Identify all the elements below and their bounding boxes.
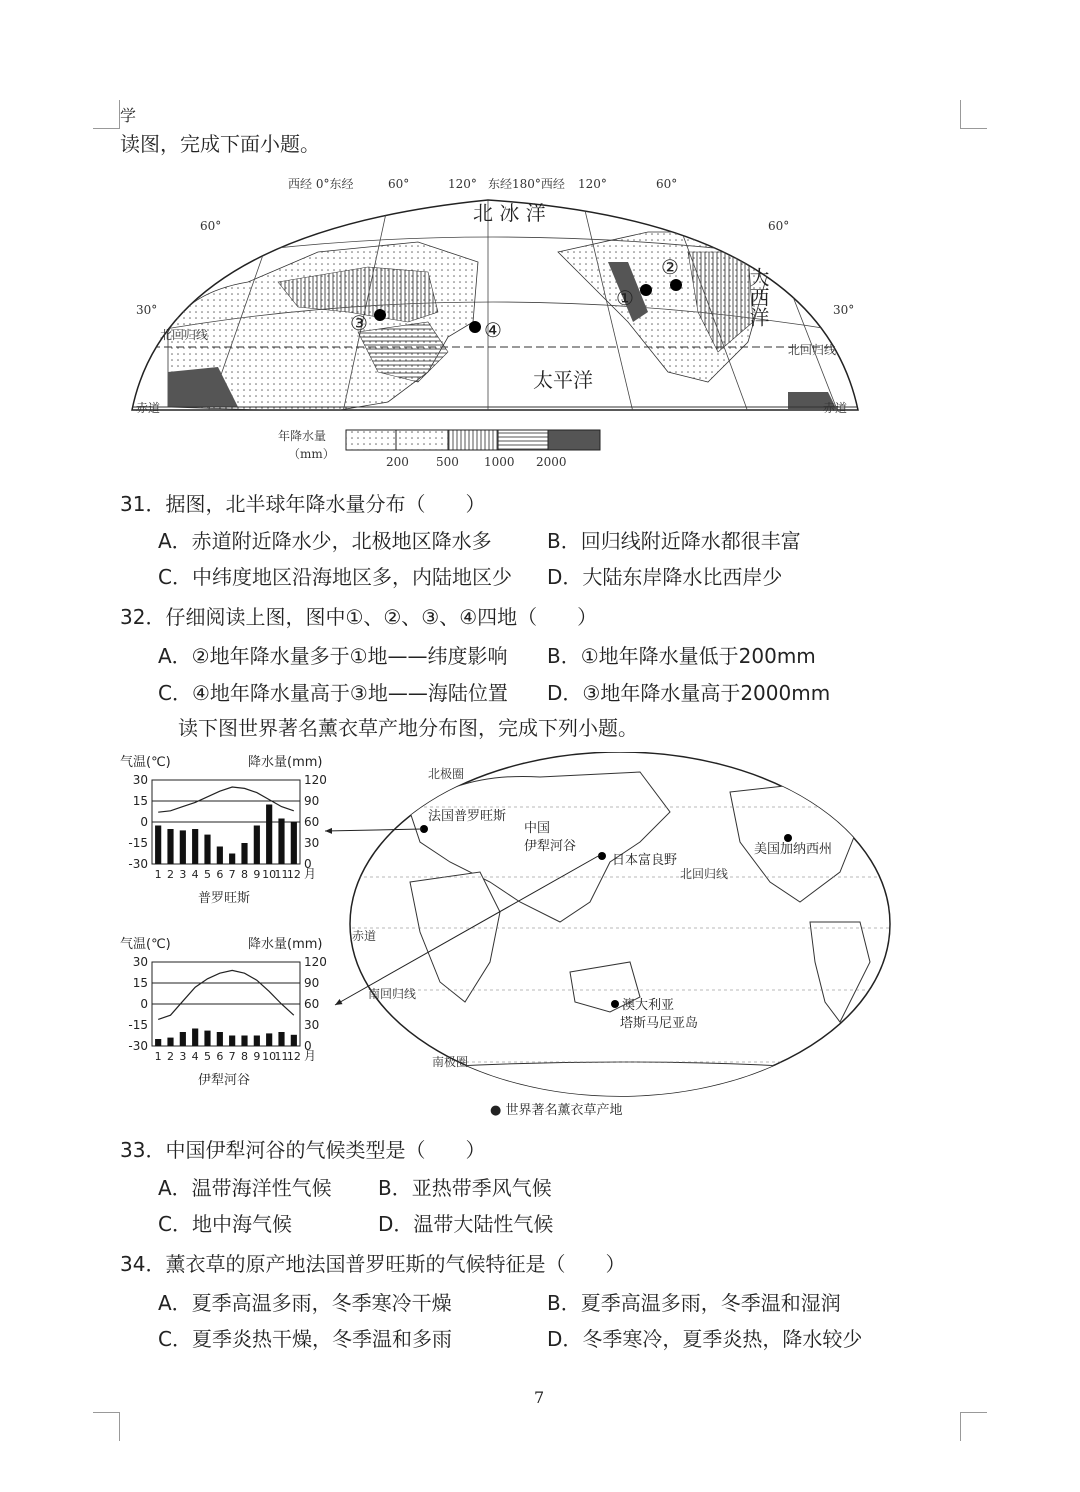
option-32-b[interactable]: B．①地年降水量低于200mm [547,644,816,668]
arrow-ili [335,855,600,1005]
month-tick: 7 [228,868,236,881]
tropic-cancer-label: 北回归线 [680,867,729,881]
month-unit: 月 [304,1049,317,1063]
option-32-d[interactable]: D．③地年降水量高于2000mm [547,681,831,705]
precip-tick: 90 [304,976,320,990]
month-tick: 10 [262,868,277,881]
legend-tick: 1000 [484,455,515,469]
provence-label: 法国普罗旺斯 [428,809,507,824]
option-31-c[interactable]: C．中纬度地区沿海地区多，内陆地区少 [158,565,512,589]
page-number: 7 [534,1388,545,1407]
month-tick: 6 [216,868,224,881]
month-tick: 2 [167,868,174,881]
month-tick: 5 [204,1050,211,1063]
question-stem: ．据图，北半球年降水量分布（ ） [145,492,486,516]
intro-text: 读图，完成下面小题。 [120,132,320,156]
precip-axis-label: 降水量(mm) [248,755,323,770]
temp-tick: -15 [128,836,148,850]
legend-tick: 2000 [536,455,567,469]
month-tick: 6 [216,1050,224,1063]
lavender-intro: 读下图世界著名薰衣草产地分布图，完成下列小题。 [178,716,638,740]
precip-axis-label: 降水量(mm) [248,937,323,952]
subject-fragment: 学 [120,106,137,125]
month-tick: 1 [154,1050,162,1063]
map1-lon-label: 东经180°西经 [488,177,565,191]
option-31-a[interactable]: A．赤道附近降水少，北极地区降水多 [158,529,492,553]
map1-lon-label: 西经 0°东经 [288,177,354,191]
question-34 [120,1252,625,1276]
question-stem: ．薰衣草的原产地法国普罗旺斯的气候特征是（ ） [145,1252,626,1276]
precip-tick: 0 [304,1039,312,1053]
map1-lon-label: 60° [656,177,678,191]
tropic-label: 北回归线 [160,328,209,342]
temp-tick: 0 [140,815,148,829]
precip-tick: 120 [304,955,327,969]
temp-tick: -30 [128,857,148,871]
option-34-b[interactable]: B．夏季高温多雨，冬季温和湿润 [547,1291,841,1315]
legend-title: 年降水量 [278,429,327,443]
question-number: 32 [120,605,146,629]
month-tick: 11 [274,1050,289,1063]
arrow-provence [325,829,422,831]
month-unit: 月 [304,867,317,881]
legend-tick: 500 [436,455,459,469]
point-1-label: ① [616,286,634,310]
legend-unit: （mm） [288,447,335,461]
option-33-c[interactable]: C．地中海气候 [158,1212,292,1236]
ili-label-line1: 中国 [524,821,551,836]
map1-lon-label: 120° [448,177,477,191]
month-tick: 7 [228,1050,236,1063]
question-33 [120,1138,485,1162]
month-tick: 8 [241,1050,248,1063]
temp-tick: -30 [128,1039,148,1053]
option-34-c[interactable]: C．夏季炎热干燥，冬季温和多雨 [158,1327,452,1351]
month-tick: 9 [253,1050,261,1063]
point-4-label: ④ [484,318,502,342]
month-tick: 3 [179,1050,187,1063]
precip-tick: 60 [304,997,320,1011]
option-33-a[interactable]: A．温带海洋性气候 [158,1176,332,1200]
arctic-ocean-label: 北 冰 洋 [473,201,546,225]
month-tick: 4 [191,1050,199,1063]
precip-tick: 30 [304,836,320,850]
map1-lon-label: 60° [388,177,410,191]
option-31-b[interactable]: B．回归线附近降水都很丰富 [547,529,801,553]
option-34-a[interactable]: A．夏季高温多雨，冬季寒冷干燥 [158,1291,452,1315]
precip-tick: 0 [304,857,312,871]
month-tick: 4 [191,868,199,881]
month-tick: 5 [204,868,211,881]
question-number: 33 [120,1138,146,1162]
temp-tick: 30 [132,955,148,969]
question-number: 34 [120,1252,146,1276]
map1-lat-label: 60° [200,219,222,233]
temp-tick: -15 [128,1018,148,1032]
temp-tick: 30 [132,773,148,787]
tasmania-label-line1: 澳大利亚 [622,998,675,1013]
temp-tick: 15 [132,976,148,990]
option-34-d[interactable]: D．冬季寒冷，夏季炎热，降水较少 [547,1327,863,1351]
map1-lon-label: 120° [578,177,607,191]
question-stem: ．仔细阅读上图，图中①、②、③、④四地（ ） [145,605,598,629]
equator-label: 赤道 [352,929,377,943]
furano-label: 日本富良野 [612,853,678,868]
month-tick: 9 [253,868,261,881]
temp-axis-label: 气温(℃) [120,937,171,952]
option-32-a[interactable]: A．②地年降水量多于①地——纬度影响 [158,644,508,668]
month-tick: 10 [262,1050,277,1063]
equator-label: 赤道 [823,401,848,415]
kansas-label: 美国加纳西州 [754,842,833,857]
ili-label-line2: 伊犁河谷 [524,839,577,854]
question-number: 31 [120,492,146,516]
temp-axis-label: 气温(℃) [120,755,171,770]
question-stem: ．中国伊犁河谷的气候类型是（ ） [145,1138,486,1162]
chart-name: 普罗旺斯 [198,891,251,906]
map1-lat-label: 30° [136,303,158,317]
month-tick: 8 [241,868,248,881]
pacific-ocean-label: 太平洋 [533,368,593,392]
tropic-capricorn-label: 南回归线 [368,987,417,1001]
tasmania-label-line2: 塔斯马尼亚岛 [620,1016,699,1031]
temp-tick: 0 [140,997,148,1011]
equator-label: 赤道 [136,401,161,415]
option-32-c[interactable]: C．④地年降水量高于③地——海陆位置 [158,681,508,705]
month-tick: 3 [179,868,187,881]
map1-lat-label: 60° [768,219,790,233]
arctic-circle-label: 北极圈 [428,767,465,781]
precip-tick: 120 [304,773,327,787]
precip-tick: 60 [304,815,320,829]
month-tick: 12 [286,868,301,881]
precip-tick: 30 [304,1018,320,1032]
point-2-label: ② [661,255,679,279]
month-tick: 12 [286,1050,301,1063]
atlantic-ocean-label: 大西洋 [746,267,770,327]
option-33-b[interactable]: B．亚热带季风气候 [378,1176,552,1200]
temp-tick: 15 [132,794,148,808]
option-31-d[interactable]: D．大陆东岸降水比西岸少 [547,565,783,589]
map1-lat-label: 30° [833,303,855,317]
legend-tick: 200 [386,455,409,469]
antarctic-circle-label: 南极圈 [432,1055,469,1069]
month-tick: 11 [274,868,289,881]
precip-tick: 90 [304,794,320,808]
option-33-d[interactable]: D．温带大陆性气候 [378,1212,554,1236]
point-3-label: ③ [350,311,368,335]
month-tick: 1 [154,868,162,881]
tropic-label: 北回归线 [788,343,837,357]
month-tick: 2 [167,1050,174,1063]
chart-name: 伊犁河谷 [198,1073,251,1088]
map2-legend: ● 世界著名薰衣草产地 [490,1103,623,1118]
